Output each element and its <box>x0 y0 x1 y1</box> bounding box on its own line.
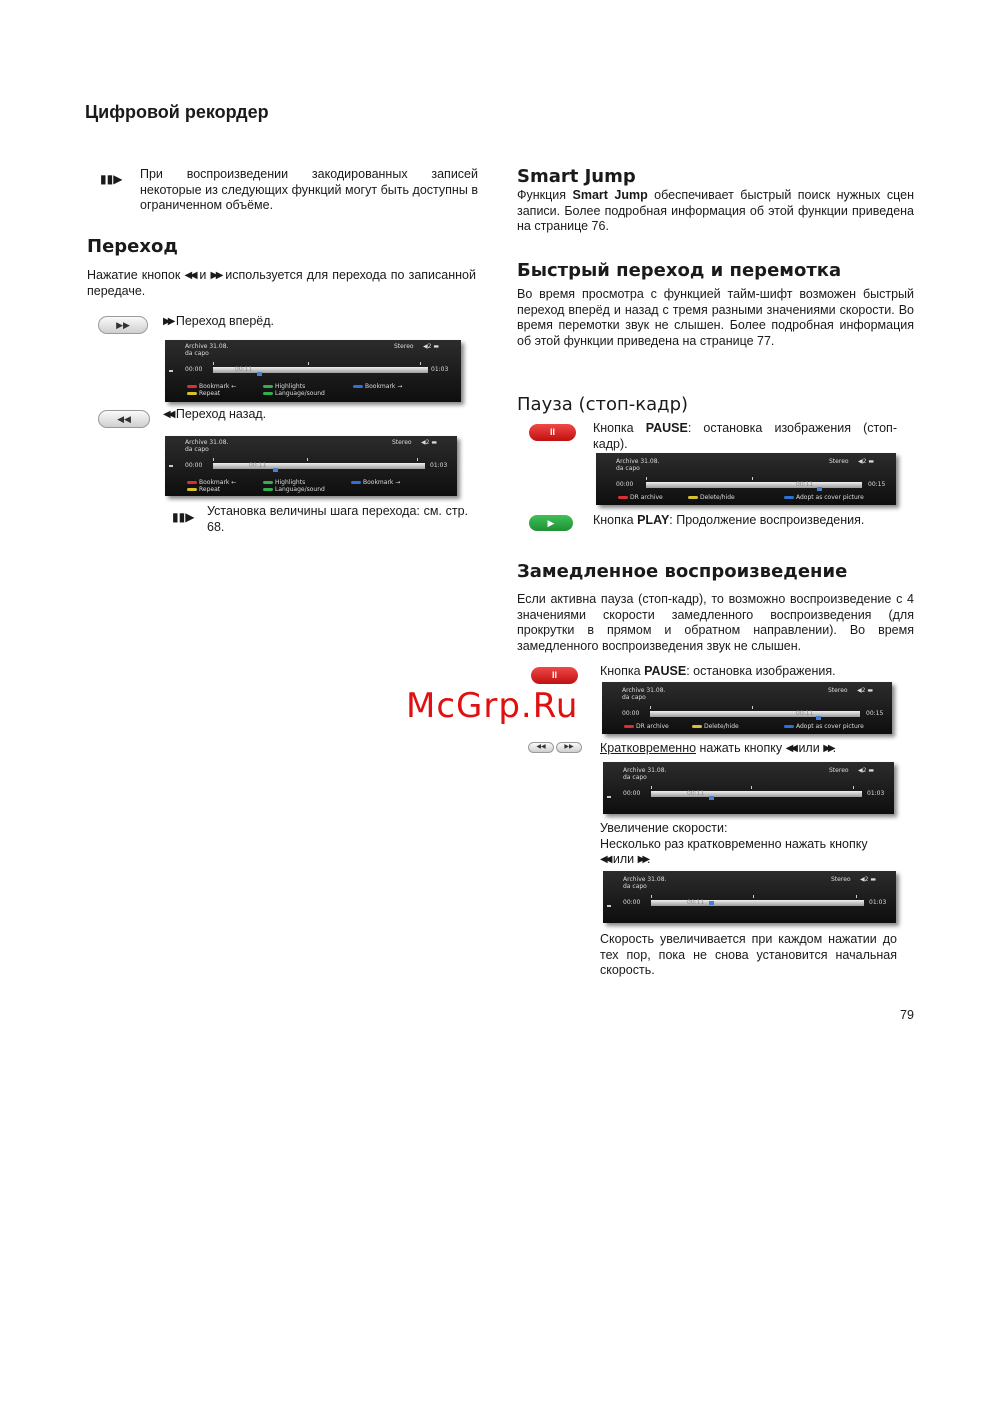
smart-jump-text: Функция Smart Jump обеспечивает быстрый поиск нужных сцен записи. Более подробная информация об этой функции приведена на странице 76. <box>517 188 914 233</box>
progress-bar <box>651 791 862 797</box>
forward-icon: ▶▶ <box>163 316 173 327</box>
fast-forward-icon: ▶▶ <box>564 744 574 750</box>
play-icon: ▶ <box>547 518 555 528</box>
rewind-icon: ◀◀ <box>163 409 173 420</box>
section-heading-slow: Замедленное воспроизведение <box>517 561 848 582</box>
back-label: ◀◀ Переход назад. <box>163 407 267 421</box>
rewind-icon: ◀◀ <box>117 414 131 424</box>
pause-icon: II <box>551 670 557 680</box>
forward-label: ▶▶ Переход вперёд. <box>163 314 275 328</box>
forward-icon: ▶▶ <box>637 854 648 865</box>
osd-screen-forward: Archive 31.08. da capo Stereo ◀2 ▬ 00:00 00:11 01:03 Bookmark ← Repeat Highlights Language/sound Bookmark → <box>165 340 461 402</box>
forward-icon: ▶▶ <box>823 743 833 754</box>
osd-screen-slow-2: Archive 31.08. da capo Stereo ◀2 ▬ 00:00 00:11 01:03 <box>603 871 896 923</box>
position-marker <box>273 468 278 472</box>
forward-icon: ▶▶ <box>210 270 222 281</box>
rewind-icon: ◀◀ <box>536 744 546 750</box>
pause-button[interactable] <box>531 667 578 684</box>
position-marker <box>709 796 714 800</box>
section-heading-pause: Пауза (стоп-кадр) <box>517 394 689 415</box>
pause-button[interactable] <box>529 424 576 441</box>
position-marker <box>816 716 821 720</box>
speaker-icon: ◀2 ▬ <box>857 687 874 694</box>
osd-screen-slow-pause: Archive 31.08. da capo Stereo ◀2 ▬ 00:00 00:11 00:15 DR archive Delete/hide Adopt as cover picture <box>602 682 892 734</box>
progress-bar <box>650 711 860 717</box>
page-number: 79 <box>900 1008 914 1022</box>
rewind-icon: ◀◀ <box>785 743 795 754</box>
rewind-button[interactable] <box>98 410 150 428</box>
speaker-icon: ◀2 ▬ <box>858 767 875 774</box>
section-heading-jump: Переход <box>87 236 178 257</box>
section-heading-fast: Быстрый переход и перемотка <box>517 260 842 281</box>
pause-text: Кнопка PAUSE: остановка изображения (стоп-кадр). <box>593 421 897 451</box>
encrypted-note: При воспроизведении закодированных записей некоторые из следующих функций могут быть доступны в ограниченном объёме. <box>140 167 478 212</box>
speaker-icon: ◀2 ▬ <box>860 876 877 883</box>
osd-screen-slow-1: Archive 31.08. da capo Stereo ◀2 ▬ 00:00 00:11 01:03 <box>603 762 894 814</box>
short-press-text: Кратковременно нажать кнопку ◀◀ или ▶▶. <box>600 741 837 755</box>
osd-screen-back: Archive 31.08. da capo Stereo ◀2 ▬ 00:00 00:11 01:03 Bookmark ← Repeat Highlights Language/sound Bookmark → <box>165 436 457 496</box>
fast-forward-button[interactable] <box>556 742 582 753</box>
position-marker <box>709 901 714 905</box>
speaker-icon: ◀2 ▬ <box>421 439 438 446</box>
fast-forward-button[interactable] <box>98 316 148 334</box>
slow-pause-text: Кнопка PAUSE: остановка изображения. <box>600 664 836 678</box>
progress-bar <box>651 900 864 906</box>
fast-text: Во время просмотра с функцией тайм-шифт возможен быстрый переход вперёд и назад с тремя разными значениями скорости. Во время перемотки звук не слышен. Более подробная информация об этой функции приведена на странице 77. <box>517 287 914 348</box>
page-title: Цифровой рекордер <box>85 102 269 122</box>
progress-bar <box>213 463 425 469</box>
slow-text: Если активна пауза (стоп-кадр), то возможно воспроизведение с 4 значениями скорости замедленного воспроизведения (для прокрутки в прямом и обратном направлении). Во время замедленного воспроизведения звук не слышен. <box>517 592 914 653</box>
section-heading-smart-jump: Smart Jump <box>517 166 636 187</box>
speaker-icon: ◀2 ▬ <box>858 458 875 465</box>
rewind-button[interactable] <box>528 742 554 753</box>
watermark: McGrp.Ru <box>406 686 579 726</box>
osd-screen-pause: Archive 31.08. da capo Stereo ◀2 ▬ 00:00 00:11 00:15 DR archive Delete/hide Adopt as cover picture <box>596 453 896 505</box>
jump-text: Нажатие кнопок ◀◀ и ▶▶ используется для перехода по записанной передаче. <box>87 268 476 298</box>
position-marker <box>257 372 262 376</box>
rewind-icon: ◀◀ <box>184 270 196 281</box>
note-arrow-icon: ▮▮▶ <box>172 510 195 524</box>
speed-text: Увеличение скорости: Несколько раз кратковременно нажать кнопку ◀◀ или ▶▶. <box>600 821 868 866</box>
speaker-icon: ◀2 ▬ <box>423 343 440 350</box>
position-marker <box>817 487 822 491</box>
step-note: Установка величины шага перехода: см. стр. 68. <box>207 504 468 534</box>
rewind-icon: ◀◀ <box>600 854 610 865</box>
pause-icon: II <box>549 427 555 437</box>
progress-bar <box>646 482 862 488</box>
final-text: Скорость увеличивается при каждом нажатии до тех пор, пока не снова установится начальная скорость. <box>600 932 897 977</box>
note-arrow-icon: ▮▮▶ <box>100 172 123 186</box>
fast-forward-icon: ▶▶ <box>116 320 130 330</box>
play-text: Кнопка PLAY: Продолжение воспроизведения. <box>593 513 865 527</box>
play-button[interactable] <box>529 515 573 531</box>
